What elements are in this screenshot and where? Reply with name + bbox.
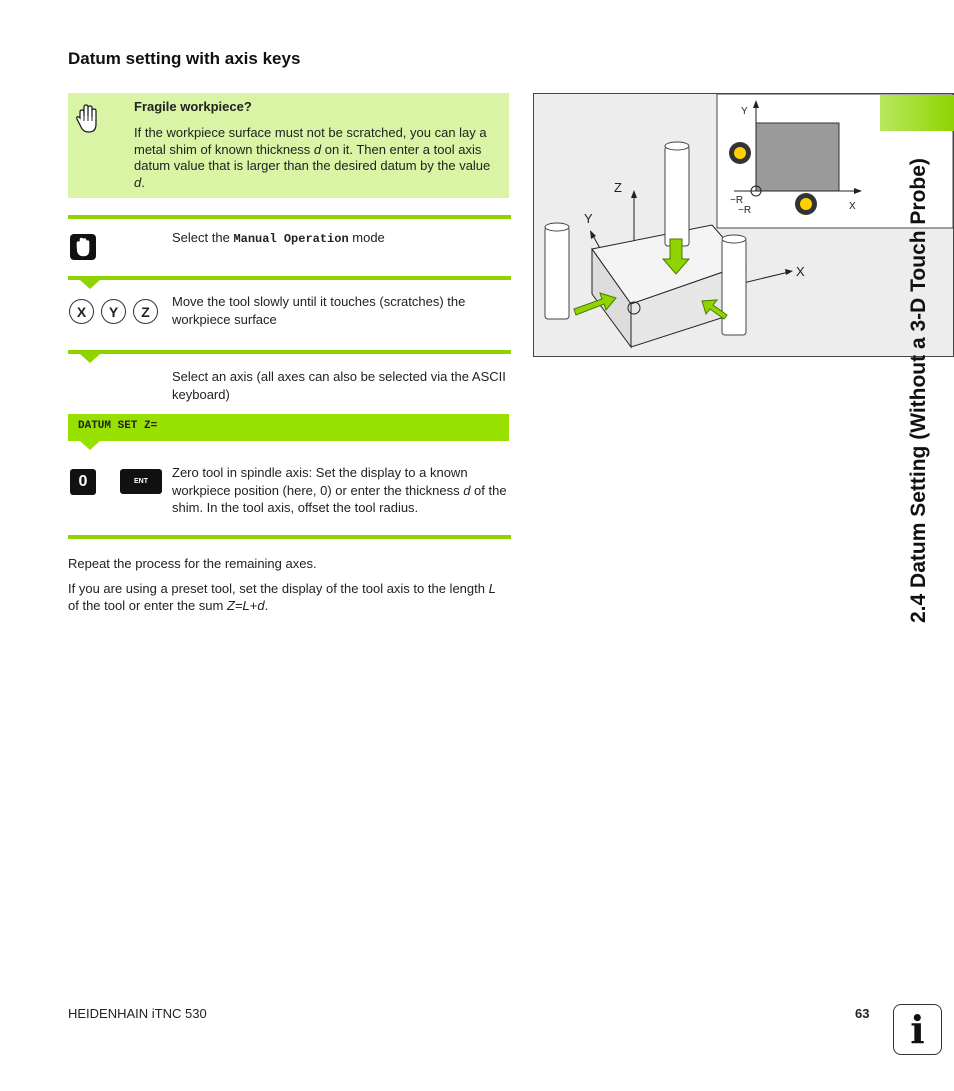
paragraph: If you are using a preset tool, set the display of the tool axis to the length L of the tool or enter the sum Z=L+d.	[68, 581, 496, 613]
tool-icon	[545, 227, 569, 319]
zero-key[interactable]: 0	[70, 469, 96, 495]
tool-icon	[665, 146, 689, 246]
step-divider	[68, 535, 511, 539]
info-icon	[893, 1004, 942, 1055]
inset-minus-r-label: −R	[730, 195, 744, 206]
step-text: Select an axis (all axes can also be selected via the ASCII keyboard)	[172, 369, 506, 402]
step-arrow	[80, 354, 100, 363]
step-divider	[68, 276, 511, 280]
inset-minus-r-label: −R	[738, 205, 752, 216]
tool-icon	[722, 239, 746, 335]
step-divider	[68, 215, 511, 219]
inset-workpiece	[756, 123, 839, 191]
page-number: 63	[855, 1006, 870, 1021]
ent-key[interactable]: ENT	[120, 469, 162, 494]
hand-icon	[74, 237, 92, 257]
step-arrow	[80, 280, 100, 289]
note-body: If the workpiece surface must not be scratched, you can lay a metal shim of known thickness d on it. Then enter a tool axis datum value that is larger than the desired datum by the value d.	[134, 125, 491, 190]
step-text: Move the tool slowly until it touches (scratches) the workpiece surface	[172, 294, 466, 327]
chapter-title	[895, 95, 935, 625]
y-axis-key[interactable]: Y	[101, 299, 126, 324]
manual-operation-key-icon[interactable]	[70, 234, 96, 260]
chapter-title-text: 2.4 Datum Setting (Without a 3-D Touch Probe)	[907, 158, 930, 623]
x-axis-key[interactable]: X	[69, 299, 94, 324]
z-axis-label: Z	[614, 180, 622, 195]
datum-setting-figure	[533, 93, 954, 357]
paragraph: Repeat the process for the remaining axes.	[68, 556, 317, 571]
note-title: Fragile workpiece?	[134, 99, 252, 114]
step-arrow	[80, 441, 100, 450]
footer-product: HEIDENHAIN iTNC 530	[68, 1006, 207, 1021]
dialog-text: DATUM SET Z=	[78, 420, 158, 432]
z-axis-key[interactable]: Z	[133, 299, 158, 324]
inset-y-label: Y	[741, 106, 748, 117]
step-divider	[68, 350, 511, 354]
section-heading: Datum setting with axis keys	[68, 49, 301, 68]
step-text: Zero tool in spindle axis: Set the display to a known workpiece position (here, 0) or enter the thickness d of the shim. In the tool axis, offset the tool radius.	[172, 465, 507, 515]
info-icon-glyph: i	[910, 1006, 925, 1052]
y-axis-label: Y	[584, 211, 593, 226]
hand-warning-icon	[76, 104, 102, 136]
inset-x-label: X	[849, 201, 856, 212]
workpiece-illustration	[534, 94, 953, 356]
step-text: Select the Manual Operation mode	[172, 230, 385, 246]
x-axis-label: X	[796, 264, 805, 279]
